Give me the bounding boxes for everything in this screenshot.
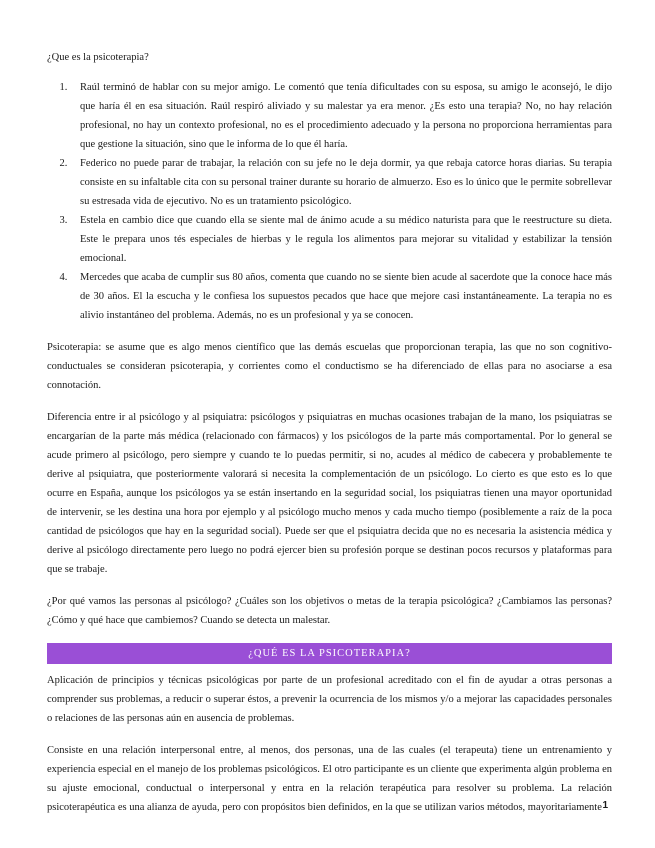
page-content [47, 48, 612, 817]
case-item-federico: 2. Federico no puede parar de trabajar, la relación con su jefe no le deja dormir, ya que rebaja catorce horas diarias. Su terapia consiste en su infaltable cita con su personal trainer durante su horario de almuerzo. Eso es lo único que le permite sobrellevar su estresada vida de ejecutivo. No es un tratamiento psicológico. [70, 154, 612, 211]
case-list [47, 78, 612, 325]
page-number: 1 [602, 800, 608, 811]
relation-paragraph: Consiste en una relación interpersonal entre, al menos, dos personas, una de las cuales (el terapeuta) tiene un entrenamiento y experiencia especial en el manejo de los problemas psicológicos. El otro participante es un cliente que experimenta algún problema en su ajuste emocional, conductual o interpersonal y entra en la relación terapéutica para resolver su problema. La relación psicoterapéutica es una alianza de ayuda, pero con propósitos bien definidos, en la que se utilizan varios métodos, mayoritariamente [47, 745, 612, 813]
intro-question: ¿Que es la psicoterapia? [47, 52, 149, 63]
case-item-estela: 3. Estela en cambio dice que cuando ella se siente mal de ánimo acude a su médico naturista para que le reestructure su dieta. Este le prepara unos tés especiales de hierbas y le regula los alimentos para mejorar su vitalidad y estabilizar la tensión emocional. [70, 211, 612, 268]
case-item-raul: 1. Raúl terminó de hablar con su mejor amigo. Le comentó que tenía dificultades con su esposa, su amigo le aconsejó, le dijo que haría él en esa situación. Raúl respiró aliviado y su malestar ya era menor. ¿Es esto una terapia? No, no hay relación profesional, no hay un contexto profesional, no es el procedimiento adecuado y la persona no proporciona herramientas para que gestione la situación, sino que le informa de lo que él haría. [70, 78, 612, 154]
case-item-mercedes: 4. Mercedes que acaba de cumplir sus 80 años, comenta que cuando no se siente bien acude al sacerdote que la conoce hace más de 30 años. El la escucha y le confiesa los supuestos pecados que hace que mejore casi instantáneamente. La terapia no es alivio instantáneo del problema. Además, no es un profesional y ya se conocen. [70, 268, 612, 325]
psicoterapia-paragraph: Psicoterapia: se asume que es algo menos científico que las demás escuelas que proporcionan terapia, las que no son cognitivo-conductuales se consideran psicoterapia, y corrientes como el conductismo se ha diferenciado de ellas para no asociarse a esa connotación. [47, 342, 612, 391]
section-heading-banner [47, 643, 612, 664]
questions-paragraph: ¿Por qué vamos las personas al psicólogo? ¿Cuáles son los objetivos o metas de la terapia psicológica? ¿Cambiamos las personas? ¿Cómo y qué hace que cambiemos? Cuando se detecta un malestar. [47, 596, 612, 626]
definition-paragraph: Aplicación de principios y técnicas psicológicas por parte de un profesional acreditado con el fin de ayudar a otras personas a comprender sus problemas, a reducir o superar éstos, a prevenir la ocurrencia de los mismos y/o a mejorar las capacidades personales o relaciones de las personas aún en ausencia de problemas. [47, 675, 612, 724]
section-heading: ¿QUÉ ES LA PSICOTERAPIA? [248, 648, 411, 659]
diferencia-paragraph: Diferencia entre ir al psicólogo y al psiquiatra: psicólogos y psiquiatras en muchas ocasiones trabajan de la mano, los psiquiatras se encargarían de la parte más médica (relacionado con fármacos) y los psicólogos de la parte más comportamental. Por lo general se acude primero al psicólogo, pero siempre y cuando te lo puedas permitir, si no, acudes al médico de cabecera y probablemente te derive al psiquiatra, que posteriormente valorará si necesita la complementación de un psicólogo. Lo cierto es que esto es lo que ocurre en España, aunque los psicólogos ya se están insertando en la seguridad social, los psiquiatras tienen una mayor oportunidad de intervenir, se les destina una hora por ejemplo y al psicólogo mucho menos y cada mucho tiempo (posiblemente a raíz de la poca cantidad de psicólogos que hay en la seguridad social). Puede ser que el psiquiatra decida que no es necesaria la asistencia médica y derive al psicólogo directamente pero luego no podrá ejercer bien su profesión porque se destinan pocos recursos y plataformas para que se trabaje. [47, 412, 612, 575]
